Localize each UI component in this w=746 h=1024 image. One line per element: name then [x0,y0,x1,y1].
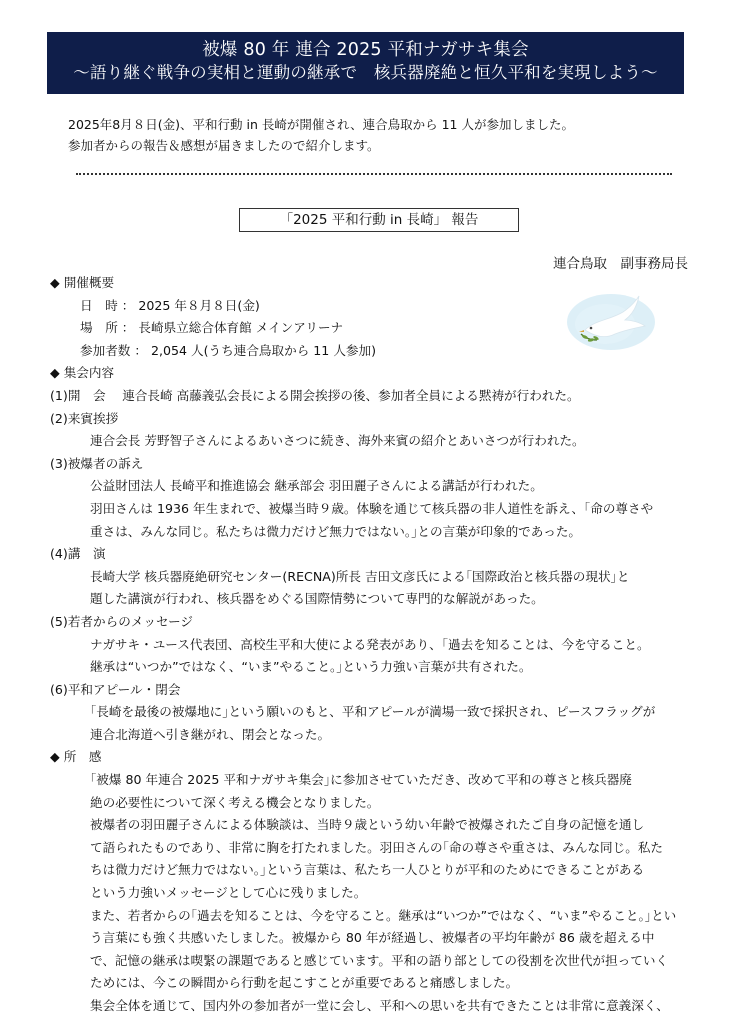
report-title: 「2025 平和行動 in 長崎」 報告 [239,208,519,232]
author-name: 連合鳥取 副事務局長 [553,256,688,272]
intro-text [68,114,574,156]
body-line: (2)来賓挨拶 [50,410,119,426]
body-line: う言葉にも強く共感いたしました。被爆から 80 年が経過し、被爆者の平均年齢が 86 歳を超える中 [90,930,655,946]
intro-line-1: 2025年8月８日(金)、平和行動 in 長崎が開催され、連合鳥取から 11 人が参加しました。 [68,117,574,132]
title-banner [47,32,684,94]
body-line: ためには、今この瞬間から行動を起こすことが重要であると痛感しました。 [90,975,519,991]
body-line: (6)平和アピール・閉会 [50,681,181,697]
body-line: (1)開 会 連合長崎 高藤義弘会長による開会挨拶の後、参加者全員による黙祷が行われた。 [50,387,580,403]
body-line: 公益財団法人 長崎平和推進協会 継承部会 羽田麗子さんによる講話が行われた。 [90,478,543,494]
body-line: (3)被爆者の訴え [50,455,144,471]
body-line: て語られたものであり、非常に胸を打たれました。羽田さんの｢命の尊さや重さは、みんな同じ。私た [90,839,664,855]
body-line: ｢長崎を最後の被爆地に｣という願いのもと、平和アピールが満場一致で採択され、ピースフラッグが [90,704,656,720]
body-line: 連合会長 芳野智子さんによるあいさつに続き、海外来賓の紹介とあいさつが行われた。 [90,433,585,449]
body-line: 継承は“いつか”ではなく、“いま”やること。｣という力強い言葉が共有された。 [90,659,532,675]
body-line: 場 所 ： 長崎県立総合体育館 メインアリーナ [80,320,344,336]
body-line: で、記憶の継承は喫緊の課題であると感じています。平和の語り部としての役割を次世代が担っていく [90,952,669,968]
body-line: ナガサキ・ユース代表団、高校生平和大使による発表があり、｢過去を知ることは、今を守ること。 [90,636,650,652]
body-line: (4)講 演 [50,546,106,562]
intro-line-2: 参加者からの報告＆感想が届きましたので紹介します。 [68,138,380,153]
report-body [50,272,700,1018]
body-line: 絶の必要性について深く考える機会となりました。 [90,794,380,810]
body-line: という力強いメッセージとして心に残りました。 [90,885,367,901]
body-line: ◆ 所 感 [50,749,102,765]
body-line: 重さは、みんな同じ。私たちは微力だけど無力ではない。｣との言葉が印象的であった。 [90,523,582,539]
body-line: ◆ 開催概要 [50,275,115,290]
body-line: 参加者数 ： 2,054 人(うち連合鳥取から 11 人参加) [80,342,377,358]
body-line: ｢被爆 80 年連合 2025 平和ナガサキ集会｣に参加させていただき、改めて平和の尊さと核兵器廃 [90,772,632,788]
body-line: また、若者からの｢過去を知ることは、今を守ること。継承は“いつか”ではなく、“いま”やること。｣とい [90,907,677,923]
body-line: 題した講演が行われ、核兵器をめぐる国際情勢について専門的な解説があった。 [90,591,544,607]
body-line: 集会全体を通じて、国内外の参加者が一堂に会し、平和への思いを共有できたことは非常に意義深く、 [90,998,669,1013]
dotted-divider [76,173,672,175]
banner-title: 被爆 80 年 連合 2025 平和ナガサキ集会 [202,40,529,60]
body-line: 日 時 ： 2025 年８月８日(金) [80,297,260,313]
body-line: 羽田さんは 1936 年生まれで、被爆当時９歳。体験を通じて核兵器の非人道性を訴え、｢命の尊さや [90,500,654,516]
body-line: ちは微力だけど無力ではない。｣という言葉は、私たち一人ひとりが平和のためにできることがある [90,862,645,878]
body-line: ◆ 集会内容 [50,365,115,381]
body-line: (5)若者からのメッセージ [50,613,194,629]
body-line: 連合北海道へ引き継がれ、閉会となった。 [90,726,331,742]
banner-subtitle: ～語り継ぐ戦争の実相と運動の継承で 核兵器廃絶と恒久平和を実現しよう～ [73,63,658,82]
body-line: 長崎大学 核兵器廃絶研究センター(RECNA)所長 吉田文彦氏による｢国際政治と核兵器の現状｣と [90,568,630,584]
body-line: 被爆者の羽田麗子さんによる体験談は、当時９歳という幼い年齢で被爆されたご自身の記憶を通し [90,817,645,833]
